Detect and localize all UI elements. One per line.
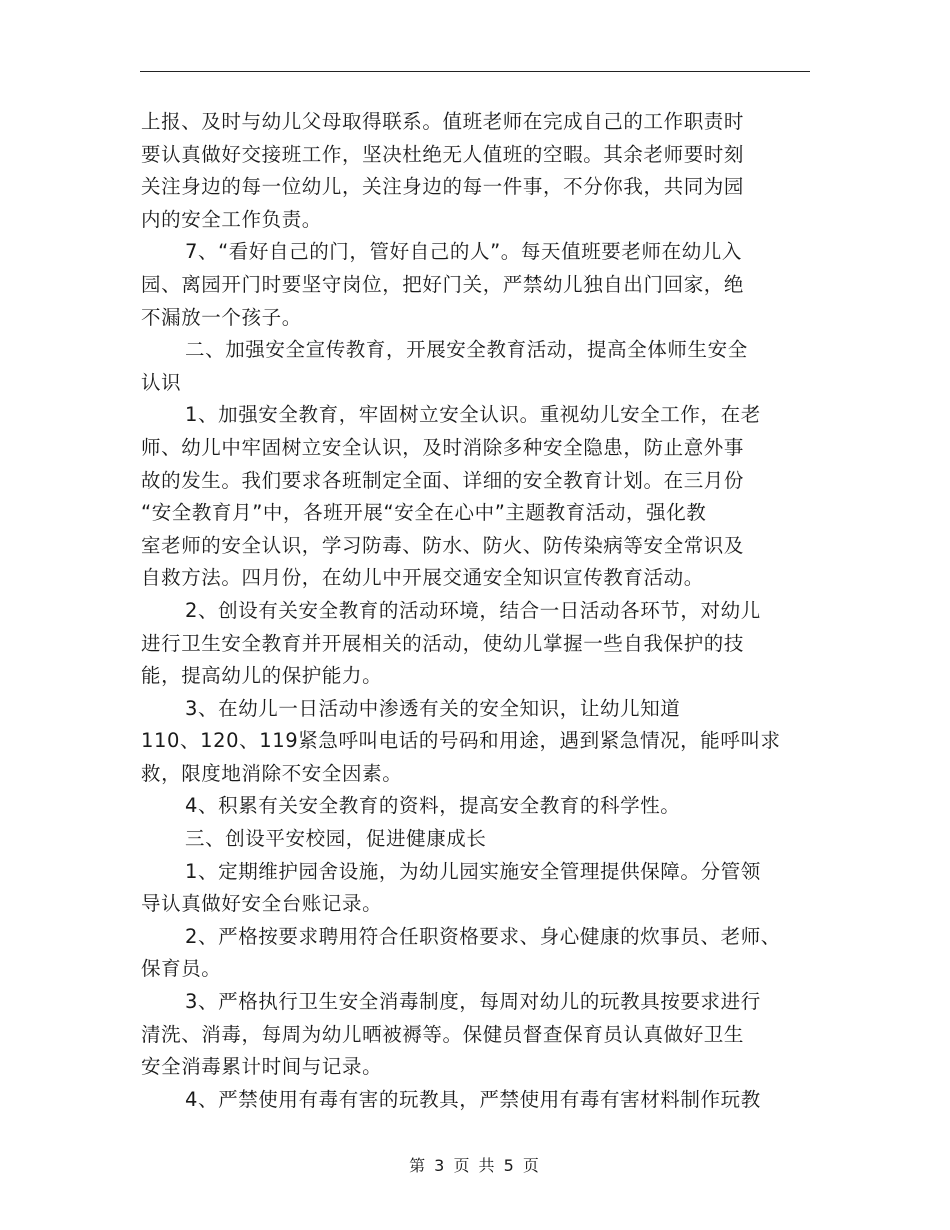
paragraph-line: 认识 — [141, 370, 182, 394]
document-body — [141, 106, 811, 1116]
paragraph-line: 4、积累有关安全教育的资料，提高安全教育的科学性。 — [185, 794, 681, 818]
paragraph-line: 110、120、119紧急呼叫电话的号码和用途，遇到紧急情况，能呼叫求 — [141, 729, 781, 753]
paragraph-line: 关注身边的每一位幼儿，关注身边的每一件事，不分你我，共同为园 — [141, 175, 745, 199]
paragraph-line: 2、创设有关安全教育的活动环境，结合一日活动各环节，对幼儿 — [185, 598, 761, 622]
paragraph-line: 能，提高幼儿的保护能力。 — [141, 664, 383, 688]
paragraph-line: 师、幼儿中牢固树立安全认识，及时消除多种安全隐患，防止意外事 — [141, 435, 745, 459]
paragraph-line: 自救方法。四月份，在幼儿中开展交通安全知识宣传教育活动。 — [141, 566, 704, 590]
paragraph-line: 保育员。 — [141, 957, 222, 981]
paragraph-line: 1、定期维护园舍设施，为幼儿园实施安全管理提供保障。分管领 — [185, 859, 761, 883]
header-rule — [140, 71, 810, 72]
paragraph-line: 进行卫生安全教育并开展相关的活动，使幼儿掌握一些自我保护的技 — [141, 631, 745, 655]
paragraph-line: 不漏放一个孩子。 — [141, 305, 302, 329]
paragraph-line: 要认真做好交接班工作，坚决杜绝无人值班的空暇。其余老师要时刻 — [141, 142, 745, 166]
paragraph-line: 1、加强安全教育，牢固树立安全认识。重视幼儿安全工作，在老 — [185, 403, 761, 427]
page-footer: 第 3 页 共 5 页 — [409, 1156, 541, 1175]
paragraph-line: 三、创设平安校园，促进健康成长 — [185, 827, 487, 851]
paragraph-line: 上报、及时与幼儿父母取得联系。值班老师在完成自己的工作职责时 — [141, 110, 745, 133]
paragraph-line: 4、严禁使用有毒有害的玩教具，严禁使用有毒有害材料制作玩教 — [185, 1087, 761, 1111]
paragraph-line: 7、“看好自己的门，管好自己的人”。每天值班要老师在幼儿入 — [185, 240, 743, 264]
paragraph-line: 内的安全工作负责。 — [141, 207, 322, 231]
paragraph-line: 园、离园开门时要坚守岗位，把好门关，严禁幼儿独自出门回家，绝 — [141, 272, 745, 296]
paragraph-line: 二、加强安全宣传教育，开展安全教育活动，提高全体师生安全 — [185, 338, 748, 362]
paragraph-line: 救，限度地消除不安全因素。 — [141, 761, 403, 785]
paragraph-line: 3、严格执行卫生安全消毒制度，每周对幼儿的玩教具按要求进行 — [185, 990, 761, 1014]
paragraph-line: 3、在幼儿一日活动中渗透有关的安全知识，让幼儿知道 — [185, 696, 681, 720]
paragraph-line: 室老师的安全认识，学习防毒、防水、防火、防传染病等安全常识及 — [141, 533, 745, 557]
paragraph-line: 安全消毒累计时间与记录。 — [141, 1055, 383, 1079]
paragraph-line: 清洗、消毒，每周为幼儿晒被褥等。保健员督查保育员认真做好卫生 — [141, 1022, 745, 1046]
paragraph-line: “安全教育月”中，各班开展“安全在心中”主题教育活动，强化教 — [141, 501, 707, 525]
paragraph-line: 2、严格按要求聘用符合任职资格要求、身心健康的炊事员、老师、 — [185, 924, 781, 948]
paragraph-line: 导认真做好安全台账记录。 — [141, 892, 383, 916]
paragraph-line: 故的发生。我们要求各班制定全面、详细的安全教育计划。在三月份 — [141, 468, 745, 492]
